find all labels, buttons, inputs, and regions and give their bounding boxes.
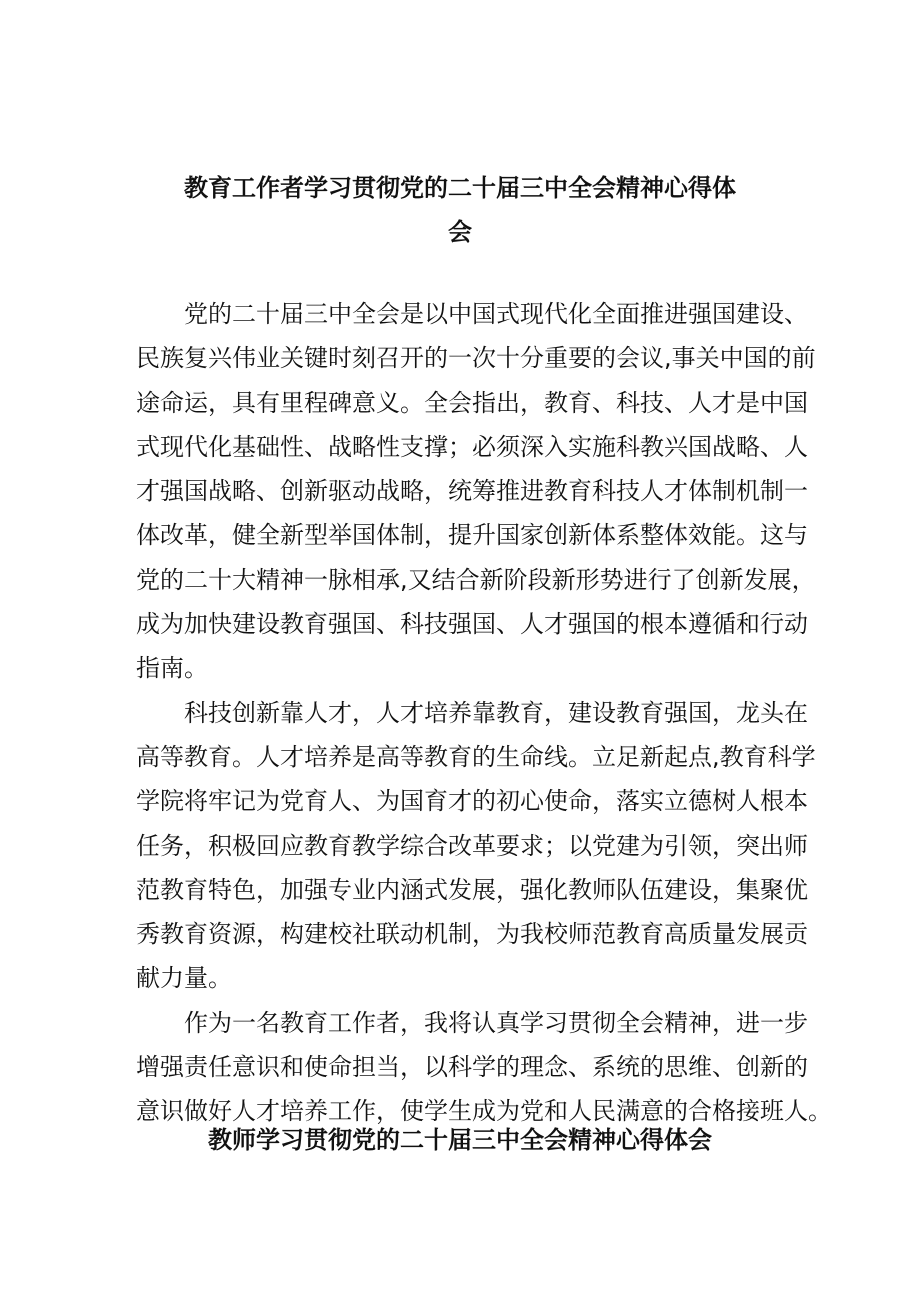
paragraph-line: 增强责任意识和使命担当，以科学的理念、系统的思维、创新的 xyxy=(136,1053,808,1082)
paragraph-line: 献力量。 xyxy=(136,964,232,993)
title-line-1: 教育工作者学习贯彻党的二十届三中全会精神心得体 xyxy=(184,174,736,202)
second-title-line: 教师学习贯彻党的二十届三中全会精神心得体会 xyxy=(208,1126,712,1154)
paragraph-3 xyxy=(136,1001,832,1134)
second-article-title xyxy=(120,1118,800,1162)
paragraph-line: 科技创新靠人才，人才培养靠教育，建设教育强国，龙头在 xyxy=(184,698,808,727)
paragraph-line: 任务，积极回应教育教学综合改革要求；以党建为引领，突出师 xyxy=(136,831,808,860)
paragraph-line: 党的二十届三中全会是以中国式现代化全面推进强国建设、 xyxy=(184,300,808,328)
paragraph-line: 指南。 xyxy=(136,654,208,683)
paragraph-line: 高等教育。人才培养是高等教育的生命线。立足新起点,教育科学 xyxy=(136,742,816,771)
paragraph-line: 学院将牢记为党育人、为国育才的初心使命，落实立德树人根本 xyxy=(136,787,808,816)
paragraph-line: 途命运，具有里程碑意义。全会指出，教育、科技、人才是中国 xyxy=(136,388,808,417)
paragraph-line: 体改革，健全新型举国体制，提升国家创新体系整体效能。这与 xyxy=(136,521,808,550)
paragraph-line: 作为一名教育工作者，我将认真学习贯彻全会精神，进一步 xyxy=(184,1008,808,1037)
paragraph-1 xyxy=(136,292,816,691)
paragraph-line: 式现代化基础性、战略性支撑；必须深入实施科教兴国战略、人 xyxy=(136,432,808,461)
paragraph-line: 党的二十大精神一脉相承,又结合新阶段新形势进行了创新发展， xyxy=(136,565,816,594)
paragraph-line: 秀教育资源，构建校社联动机制，为我校师范教育高质量发展贡 xyxy=(136,920,808,949)
paragraph-line: 才强国战略、创新驱动战略，统筹推进教育科技人才体制机制一 xyxy=(136,477,808,506)
paragraph-line: 民族复兴伟业关键时刻召开的一次十分重要的会议,事关中国的前 xyxy=(136,344,816,373)
title-line-2: 会 xyxy=(448,218,472,246)
paragraph-line: 成为加快建设教育强国、科技强国、人才强国的根本遵循和行动 xyxy=(136,610,808,639)
paragraph-2 xyxy=(136,691,816,1001)
paragraph-line: 意识做好人才培养工作，使学生成为党和人民满意的合格接班人。 xyxy=(136,1097,832,1126)
paragraph-line: 范教育特色，加强专业内涵式发展，强化教师队伍建设，集聚优 xyxy=(136,875,808,904)
document-body xyxy=(136,292,832,1134)
document-title xyxy=(120,166,800,254)
